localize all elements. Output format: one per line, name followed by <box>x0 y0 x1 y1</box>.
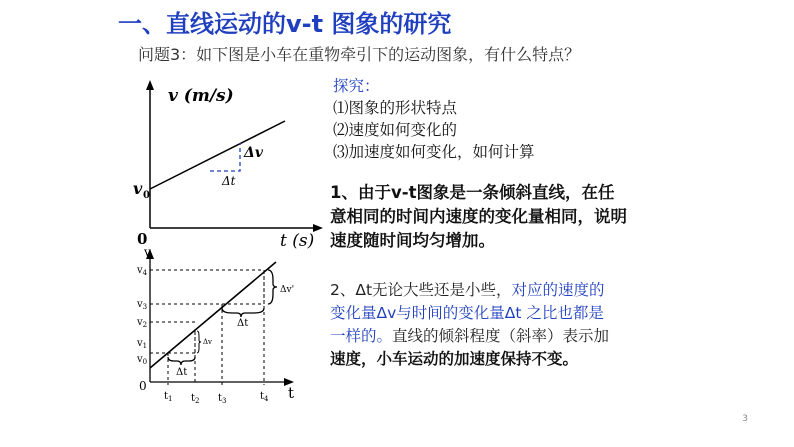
dv-prime-label: Δv' <box>280 285 295 295</box>
conclusion-2-line-3-black: 直线的倾斜程度（斜率）表示加 <box>392 327 610 345</box>
y-tick-v3: $v_3$ <box>137 299 148 311</box>
dt-bottom-label: Δt <box>176 367 188 378</box>
y-axis-label: v <box>144 245 151 259</box>
delta-t-label: Δt <box>222 174 236 188</box>
v0-subscript: 0 <box>143 190 150 201</box>
explore-item-1: ⑴图象的形状特点 <box>333 99 458 117</box>
conclusion-2 <box>330 279 690 371</box>
conclusion-2-line-4: 速度，小车运动的加速度保持不变。 <box>330 350 579 368</box>
conclusion-1 <box>330 181 690 253</box>
dt-top-label: Δt <box>237 318 249 329</box>
dt-bottom-brace <box>168 357 195 365</box>
conclusion-2-line-1-blue: 对应的速度的 <box>511 281 605 299</box>
page-number: 3 <box>742 414 748 424</box>
y-tick-v1: $v_1$ <box>137 338 148 350</box>
explore-label: 探究： <box>333 77 380 95</box>
x-axis-arrow <box>313 224 323 232</box>
question-text: 问题3：如下图是小车在重物牵引下的运动图象，有什么特点？ <box>138 45 581 64</box>
y-tick-v2: $v_2$ <box>137 317 148 329</box>
y-axis-label: v (m/s) <box>168 86 234 106</box>
conclusion-2-line-1-black: 2、Δt无论大些还是小些， <box>330 281 512 299</box>
conclusion-1-line-1: 1、由于v-t图象是一条倾斜直线，在任 <box>330 183 615 202</box>
y-axis-arrow <box>146 80 154 90</box>
dv-prime-brace <box>268 270 277 304</box>
y-tick-v0: $v_0$ <box>137 354 148 366</box>
x-axis-label: t <box>288 384 295 402</box>
conclusion-1-line-3: 速度随时间均匀增加。 <box>330 231 495 250</box>
dt-top-brace <box>222 308 264 317</box>
dv-small-brace <box>197 331 201 353</box>
conclusion-2-line-3-blue: 一样的。 <box>330 327 393 345</box>
x-axis-label: t (s) <box>280 231 315 250</box>
x-tick-t1: $t_1$ <box>164 391 173 403</box>
explore-list <box>333 75 535 163</box>
vt-graph-1 <box>130 78 330 250</box>
vt-line <box>150 262 276 368</box>
dv-small-label: Δv <box>203 338 213 346</box>
vt-graph-2 <box>128 240 318 412</box>
x-tick-t2: $t_2$ <box>191 393 200 405</box>
explore-item-2: ⑵速度如何变化的 <box>333 121 458 139</box>
origin-label: 0 <box>139 379 147 393</box>
y-tick-v4: $v_4$ <box>137 265 148 277</box>
page-title: 一、直线运动的v-t 图象的研究 <box>118 10 452 38</box>
origin-label: 0 <box>137 230 148 248</box>
conclusion-2-line-2: 变化量Δv与时间的变化量Δt 之比也都是 <box>330 304 604 322</box>
vt-line <box>150 121 285 189</box>
x-tick-t3: $t_3$ <box>218 393 227 405</box>
conclusion-1-line-2: 意相同的时间内速度的变化量相同，说明 <box>330 207 627 226</box>
conclusion-2-line-3 <box>330 325 690 348</box>
explore-item-3: ⑶加速度如何变化，如何计算 <box>333 143 535 161</box>
conclusion-2-line-1 <box>330 279 690 302</box>
v0-label: v <box>133 179 143 198</box>
x-tick-t4: $t_4$ <box>260 391 269 403</box>
delta-v-label: Δv <box>244 145 263 161</box>
